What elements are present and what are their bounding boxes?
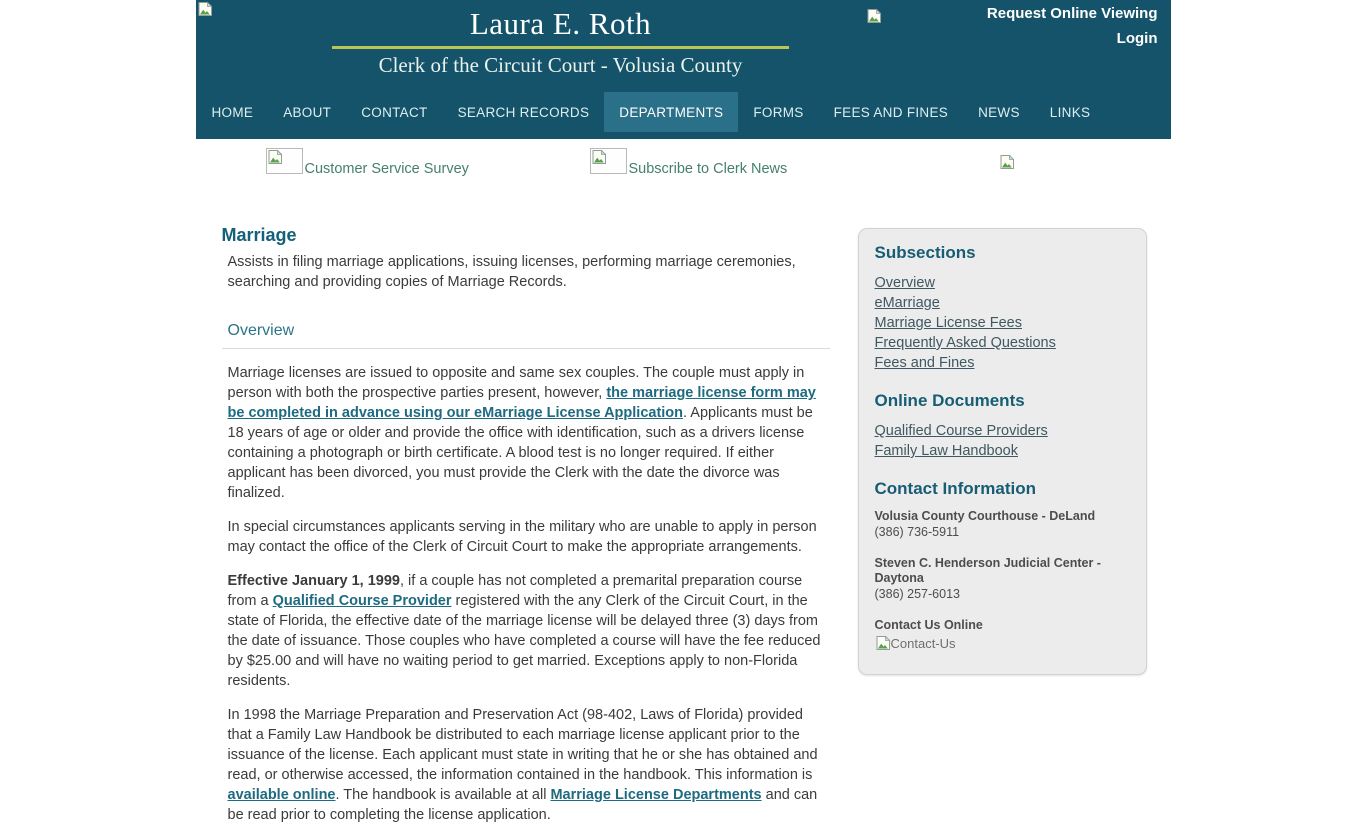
contact-entry	[875, 556, 1130, 602]
text-segment: and can be read prior to completing the license application.	[227, 787, 818, 823]
broken-image-icon	[875, 635, 891, 651]
broken-image-icon	[591, 149, 607, 165]
sidebar-link-marriage-license-fees[interactable]: Marriage License Fees	[874, 315, 1022, 331]
main-content	[222, 225, 830, 825]
sidebar-link-fees-and-fines[interactable]: Fees and Fines	[874, 355, 975, 371]
text-segment: In special circumstances applicants serving in the military who are unable to apply in person may contact the office of the Clerk of Circuit Court to make the appropriate arrangements.	[227, 519, 817, 555]
nav-fees-and-fines[interactable]: FEES AND FINES	[833, 104, 949, 120]
list-item	[875, 333, 1130, 353]
body-paragraph	[228, 705, 830, 825]
contact-location-name: Volusia County Courthouse - DeLand	[874, 509, 1096, 523]
nav-departments[interactable]: DEPARTMENTS	[604, 92, 738, 132]
section-divider	[222, 348, 830, 349]
page	[196, 0, 1171, 825]
site-subtitle: Clerk of the Circuit Court - Volusia County	[378, 53, 743, 77]
department-description: Assists in filing marriage applications, issuing licenses, performing marriage ceremonies, searching and providing copies of Marriage Records.	[227, 254, 796, 290]
request-online-viewing-link[interactable]: Request Online Viewing	[986, 5, 1158, 22]
content-area	[196, 225, 1171, 825]
sidebar-link-emarriage[interactable]: eMarriage	[874, 295, 940, 311]
list-item	[875, 441, 1130, 461]
contact-online-block	[875, 618, 1130, 654]
subsection-links	[875, 273, 1130, 373]
sidebar-heading-subsections: Subsections	[874, 243, 976, 262]
text-segment: . Applicants must be 18 years of age or older and provide the office with identification, such as a drivers license containing a photograph or birth certificate. A blood test is no longer required. If either applicant has been divorced, you must provide the Clerk with the date the divorce was finalized.	[227, 405, 813, 501]
contact-us-image-alt: Contact-Us	[890, 635, 956, 651]
broken-image-icon	[267, 149, 283, 165]
contact-us-online-label: Contact Us Online	[874, 618, 983, 632]
sidebar-link-overview[interactable]: Overview	[874, 275, 935, 291]
broken-image-icon	[999, 154, 1015, 170]
title-divider	[332, 46, 789, 49]
quicklink-label: Subscribe to Clerk News	[628, 161, 788, 177]
inline-link-available-online[interactable]: available online	[227, 787, 336, 803]
broken-image-icon	[866, 8, 882, 24]
text-segment: , if a couple has not completed a premarital preparation course from a	[227, 573, 803, 609]
nav-links[interactable]: LINKS	[1049, 104, 1091, 120]
quicklink-customer-service-survey[interactable]	[266, 148, 469, 177]
nav-home[interactable]: HOME	[211, 104, 254, 120]
nav-news[interactable]: NEWS	[978, 104, 1020, 120]
body-paragraph	[228, 517, 830, 557]
broken-image-placeholder	[266, 148, 303, 174]
text-segment: registered with the any Clerk of the Circuit Court, in the state of Florida, the effective date of the marriage license will be delayed three (3) days from the date of issuance. Those couples who have completed a course will have the fee reduced by $25.00 and will have no waiting period to get married. Exceptions apply to non-Florida residents.	[227, 593, 821, 689]
sidebar	[858, 228, 1147, 675]
contact-entries	[875, 509, 1130, 602]
text-segment: Marriage licenses are issued to opposite and same sex couples. The couple must apply in person with both the prospective parties present, however,	[227, 365, 805, 401]
quicklink-subscribe-to-clerk-news[interactable]	[590, 148, 788, 177]
text-segment: Effective January 1, 1999	[227, 573, 400, 589]
quicklink-label: Customer Service Survey	[304, 161, 469, 177]
list-item	[875, 353, 1130, 373]
main-nav	[196, 92, 1171, 132]
list-item	[875, 273, 1130, 293]
site-title: Laura E. Roth	[469, 6, 652, 41]
sidebar-link-qualified-course-providers[interactable]: Qualified Course Providers	[874, 423, 1048, 439]
text-segment: In 1998 the Marriage Preparation and Preservation Act (98-402, Laws of Florida) provided that a Family Law Handbook be distributed to each marriage license applicant prior to the issuance of the license. Each applicant must state in writing that he or she has obtained and read, or otherwise accessed, the information contained in the handbook. This information is	[227, 707, 818, 783]
login-link[interactable]: Login	[1116, 30, 1158, 47]
body-paragraph	[228, 363, 830, 503]
sidebar-heading-contact-information: Contact Information	[874, 479, 1036, 498]
body-paragraphs	[222, 363, 830, 825]
text-segment: . The handbook is available at all	[335, 787, 551, 803]
quicklinks-bar	[196, 139, 1171, 199]
inline-link-the-marriage-license-form-may-be-complet[interactable]: the marriage license form may be completed in advance using our eMarriage License Application	[227, 385, 816, 421]
inline-link-marriage-license-departments[interactable]: Marriage License Departments	[550, 787, 762, 803]
header-links	[987, 5, 1158, 47]
sidebar-link-frequently-asked-questions[interactable]: Frequently Asked Questions	[874, 335, 1056, 351]
inline-link-qualified-course-provider[interactable]: Qualified Course Provider	[272, 593, 452, 609]
broken-image-icon	[999, 154, 1015, 170]
sidebar-link-family-law-handbook[interactable]: Family Law Handbook	[874, 443, 1018, 459]
masthead	[196, 0, 926, 78]
sidebar-heading-online-documents: Online Documents	[874, 391, 1025, 410]
section-title-overview: Overview	[227, 322, 295, 339]
nav-about[interactable]: ABOUT	[283, 104, 332, 120]
list-item	[875, 293, 1130, 313]
nav-contact[interactable]: CONTACT	[361, 104, 428, 120]
list-item	[875, 313, 1130, 333]
contact-us-image-link[interactable]	[875, 635, 956, 651]
contact-phone: (386) 736-5911	[874, 525, 960, 539]
page-title: Marriage	[221, 225, 297, 245]
online-document-links	[875, 421, 1130, 461]
broken-image-placeholder	[590, 148, 627, 174]
site-header	[196, 0, 1171, 139]
list-item	[875, 421, 1130, 441]
nav-search-records[interactable]: SEARCH RECORDS	[457, 104, 590, 120]
nav-forms[interactable]: FORMS	[753, 104, 804, 120]
body-paragraph	[228, 571, 830, 691]
contact-entry	[875, 509, 1130, 540]
contact-phone: (386) 257-6013	[874, 587, 960, 601]
contact-location-name: Steven C. Henderson Judicial Center - Daytona	[874, 556, 1101, 585]
